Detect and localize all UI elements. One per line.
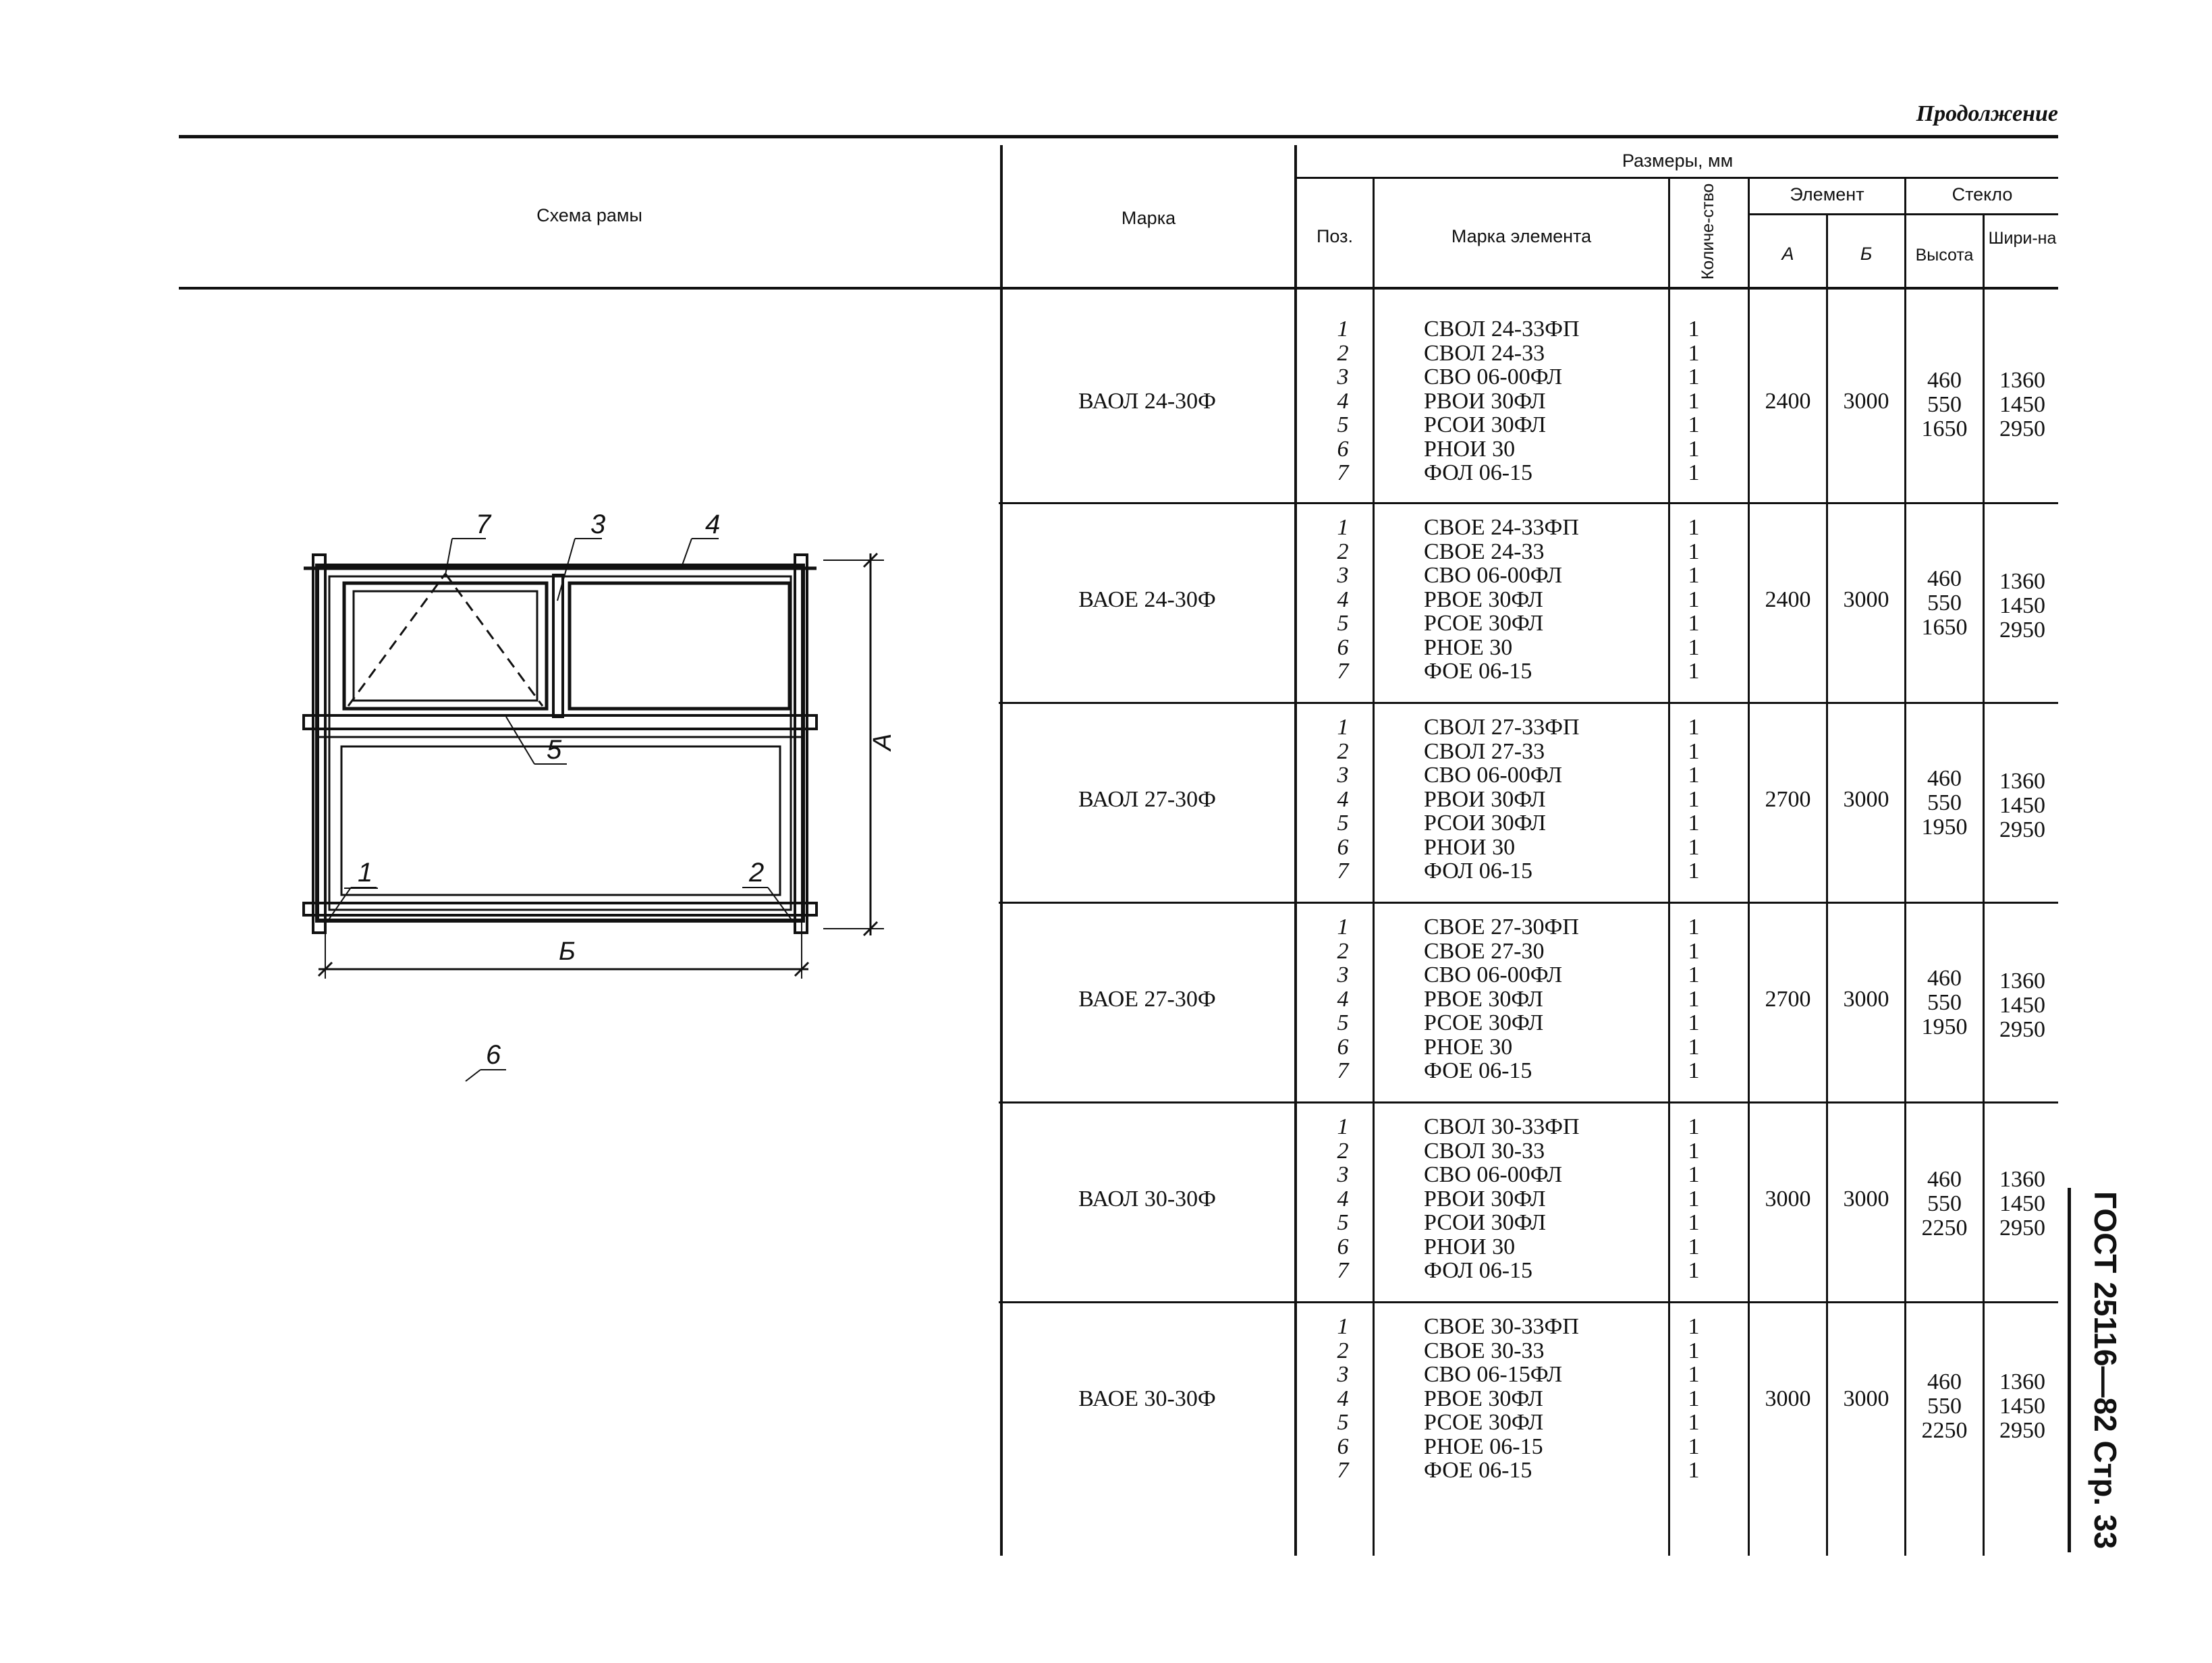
column-rule: [1826, 215, 1828, 1556]
row-quantities: 1 1 1 1 1 1 1: [1688, 715, 1700, 883]
row-glass-widths: 1360 1450 2950: [1999, 1167, 2045, 1241]
row-separator: [999, 502, 2058, 504]
row-dim-b: 3000: [1843, 1386, 1889, 1411]
row-mark: ВАОЕ 30-30Ф: [1078, 1386, 1216, 1411]
row-quantities: 1 1 1 1 1 1 1: [1688, 515, 1700, 684]
row-quantities: 1 1 1 1 1 1 1: [1688, 1314, 1700, 1483]
header-glass-width: Шири-на: [1988, 229, 2057, 248]
row-separator: [999, 702, 2058, 704]
header-element-b: Б: [1860, 244, 1873, 264]
row-positions: 1 2 3 4 5 6 7: [1337, 1114, 1349, 1283]
row-dim-a: 2700: [1765, 987, 1811, 1012]
row-mark: ВАОЛ 30-30Ф: [1078, 1187, 1216, 1211]
row-mark: ВАОЕ 24-30Ф: [1078, 587, 1216, 612]
header-element-mark: Марка элемента: [1451, 226, 1592, 246]
row-elements: СВОЕ 27-30ФП СВОЕ 27-30 СВО 06-00ФЛ РВОЕ 30ФЛ РСОЕ 30ФЛ РНОЕ 30 ФОЕ 06-15: [1424, 915, 1579, 1083]
frame-scheme-diagram: [283, 499, 904, 1161]
header-pos: Поз.: [1317, 226, 1353, 246]
row-elements: СВОЛ 30-33ФП СВОЛ 30-33 СВО 06-00ФЛ РВОИ 30ФЛ РСОИ 30ФЛ РНОИ 30 ФОЛ 06-15: [1424, 1114, 1580, 1283]
row-dim-b: 3000: [1843, 787, 1889, 812]
gost-page-stamp: [2065, 1188, 2146, 1566]
row-mark: ВАОЕ 27-30Ф: [1078, 987, 1216, 1012]
header-bottom-rule: [179, 287, 2058, 290]
row-quantities: 1 1 1 1 1 1 1: [1688, 317, 1700, 485]
gost-page-stamp-text: ГОСТ 25116—82 Стр. 33: [2088, 1191, 2123, 1550]
row-glass-heights: 460 550 2250: [1921, 1167, 1968, 1241]
diagram-label-3: 3: [590, 510, 606, 539]
sizes-header-rule: [1294, 177, 2058, 179]
diagram-label-7: 7: [476, 510, 491, 539]
row-glass-widths: 1360 1450 2950: [1999, 569, 2045, 643]
row-positions: 1 2 3 4 5 6 7: [1337, 715, 1349, 883]
row-dim-b: 3000: [1843, 987, 1889, 1012]
element-glass-header-rule: [1748, 213, 2058, 215]
row-positions: 1 2 3 4 5 6 7: [1337, 515, 1349, 684]
column-rule: [1748, 178, 1750, 1556]
row-glass-heights: 460 550 1650: [1921, 566, 1968, 640]
diagram-label-4: 4: [705, 510, 721, 539]
diagram-label-5: 5: [547, 735, 562, 765]
row-glass-widths: 1360 1450 2950: [1999, 1369, 2045, 1443]
row-dim-a: 2400: [1765, 587, 1811, 612]
row-elements: СВОЛ 24-33ФП СВОЛ 24-33 СВО 06-00ФЛ РВОИ 30ФЛ РСОИ 30ФЛ РНОИ 30 ФОЛ 06-15: [1424, 317, 1580, 485]
row-dim-b: 3000: [1843, 389, 1889, 414]
table-top-rule: [179, 135, 2058, 138]
column-rule: [1294, 145, 1297, 1556]
diagram-label-1: 1: [358, 858, 373, 888]
dimension-b-label: Б: [559, 937, 576, 966]
row-elements: СВОЛ 27-33ФП СВОЛ 27-33 СВО 06-00ФЛ РВОИ 30ФЛ РСОИ 30ФЛ РНОИ 30 ФОЛ 06-15: [1424, 715, 1580, 883]
row-dim-a: 3000: [1765, 1187, 1811, 1211]
header-element-a: А: [1781, 244, 1794, 264]
header-quantity: Количе-ство: [1698, 183, 1717, 280]
header-element: Элемент: [1790, 184, 1864, 205]
row-elements: СВОЕ 24-33ФП СВОЕ 24-33 СВО 06-00ФЛ РВОЕ 30ФЛ РСОЕ 30ФЛ РНОЕ 30 ФОЕ 06-15: [1424, 515, 1579, 684]
row-glass-heights: 460 550 1950: [1921, 766, 1968, 840]
dimension-a-label: А: [868, 733, 897, 751]
row-separator: [999, 902, 2058, 904]
row-dim-a: 2700: [1765, 787, 1811, 812]
row-dim-a: 3000: [1765, 1386, 1811, 1411]
row-positions: 1 2 3 4 5 6 7: [1337, 1314, 1349, 1483]
row-separator: [999, 1101, 2058, 1103]
row-dim-b: 3000: [1843, 1187, 1889, 1211]
header-glass: Стекло: [1952, 184, 2013, 205]
row-elements: СВОЕ 30-33ФП СВОЕ 30-33 СВО 06-15ФЛ РВОЕ 30ФЛ РСОЕ 30ФЛ РНОЕ 06-15 ФОЕ 06-15: [1424, 1314, 1579, 1483]
diagram-label-6: 6: [486, 1040, 501, 1070]
row-mark: ВАОЛ 27-30Ф: [1078, 787, 1216, 812]
row-glass-widths: 1360 1450 2950: [1999, 368, 2045, 441]
diagram-label-2: 2: [749, 858, 765, 888]
row-dim-a: 2400: [1765, 389, 1811, 414]
row-separator: [999, 1301, 2058, 1303]
row-positions: 1 2 3 4 5 6 7: [1337, 915, 1349, 1083]
row-glass-heights: 460 550 2250: [1921, 1369, 1968, 1443]
row-dim-b: 3000: [1843, 587, 1889, 612]
row-glass-heights: 460 550 1650: [1921, 368, 1968, 441]
column-rule: [1000, 145, 1003, 1556]
row-glass-widths: 1360 1450 2950: [1999, 969, 2045, 1042]
header-mark: Марка: [1121, 208, 1176, 228]
row-glass-heights: 460 550 1950: [1921, 966, 1968, 1039]
continuation-label: Продолжение: [1916, 101, 2058, 126]
column-rule: [1668, 178, 1670, 1556]
row-positions: 1 2 3 4 5 6 7: [1337, 317, 1349, 485]
row-mark: ВАОЛ 24-30Ф: [1078, 389, 1216, 414]
row-quantities: 1 1 1 1 1 1 1: [1688, 1114, 1700, 1283]
row-quantities: 1 1 1 1 1 1 1: [1688, 915, 1700, 1083]
header-scheme: Схема рамы: [536, 205, 642, 225]
row-glass-widths: 1360 1450 2950: [1999, 769, 2045, 842]
stamp-rule: [2068, 1188, 2071, 1552]
header-sizes: Размеры, мм: [1622, 151, 1734, 171]
header-glass-height: Высота: [1915, 246, 1974, 265]
